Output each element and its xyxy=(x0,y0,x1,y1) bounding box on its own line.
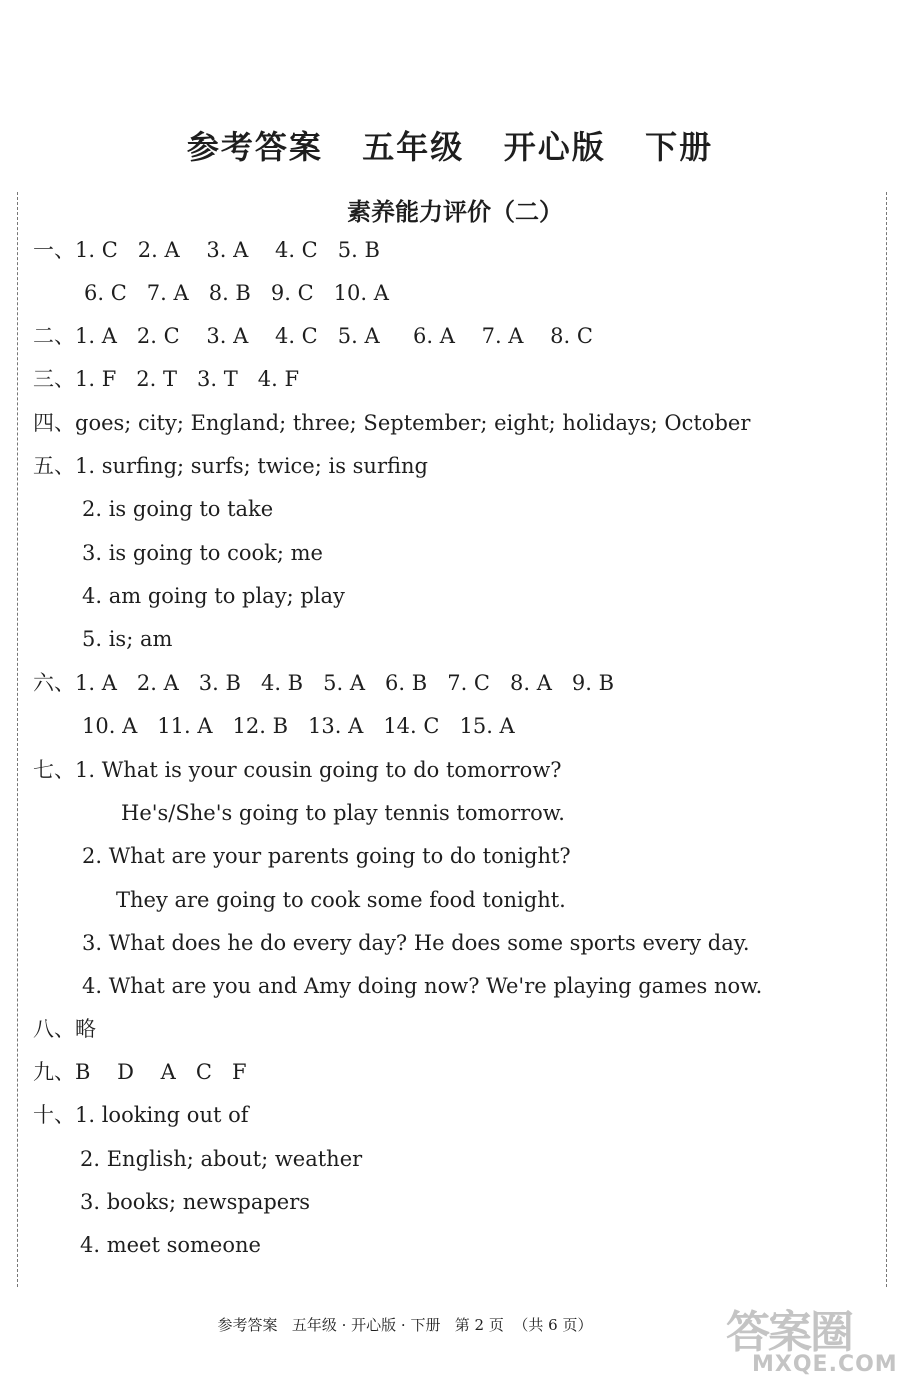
right-dashed-border xyxy=(886,192,887,1287)
answer-line: 10. A 11. A 12. B 13. A 14. C 15. A xyxy=(82,714,515,738)
page-footer: 参考答案 五年级 · 开心版 · 下册 第 2 页 （共 6 页） xyxy=(217,1316,593,1334)
answer-line: 3. books; newspapers xyxy=(80,1190,311,1214)
answer-line: 六、1. A 2. A 3. B 4. B 5. A 6. B 7. C 8. A 9. B xyxy=(33,671,615,695)
answer-line: 五、1. surfing; surfs; twice; is surfing xyxy=(33,454,428,478)
answer-line: 4. What are you and Amy doing now? We're playing games now. xyxy=(82,974,763,998)
answer-line: 八、略 xyxy=(33,1017,96,1041)
site-watermark xyxy=(722,1290,898,1386)
answer-line: 二、1. A 2. C 3. A 4. C 5. A 6. A 7. A 8. C xyxy=(33,324,593,348)
answer-line: 七、1. What is your cousin going to do tomorrow? xyxy=(33,758,562,782)
answer-line: 十、1. looking out of xyxy=(33,1103,249,1127)
answer-line: 3. What does he do every day? He does some sports every day. xyxy=(82,931,750,955)
answer-line: 2. English; about; weather xyxy=(80,1147,363,1171)
answer-line: 6. C 7. A 8. B 9. C 10. A xyxy=(84,281,389,305)
answer-line: 5. is; am xyxy=(82,627,173,651)
watermark-logo-text: 答案圈 xyxy=(726,1307,852,1358)
answer-line: 2. What are your parents going to do tonight? xyxy=(82,844,571,868)
answer-line: 3. is going to cook; me xyxy=(82,541,323,565)
left-dashed-border xyxy=(17,192,18,1287)
answer-line: He's/She's going to play tennis tomorrow. xyxy=(121,801,565,825)
watermark-url: MXQE.COM xyxy=(752,1352,898,1377)
answer-line: 4. am going to play; play xyxy=(82,584,345,608)
answer-line: 2. is going to take xyxy=(82,497,274,521)
section-subtitle: 素养能力评价（二） xyxy=(347,197,563,226)
answer-line: 三、1. F 2. T 3. T 4. F xyxy=(33,367,300,391)
answer-line: 一、1. C 2. A 3. A 4. C 5. B xyxy=(33,238,380,262)
answer-line: 4. meet someone xyxy=(80,1233,261,1257)
answer-line: 四、goes; city; England; three; September; eight; holidays; October xyxy=(33,411,751,435)
page-title: 参考答案 五年级 开心版 下册 xyxy=(186,128,714,166)
answer-line: 九、B D A C F xyxy=(33,1060,247,1084)
answer-line: They are going to cook some food tonight. xyxy=(116,888,566,912)
